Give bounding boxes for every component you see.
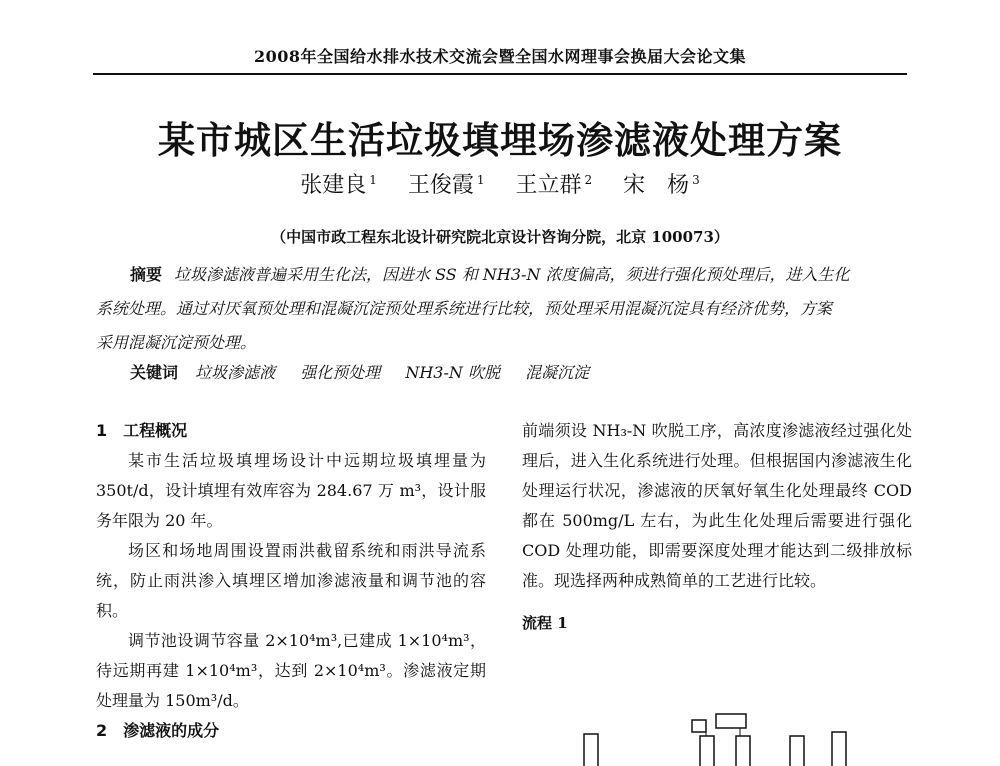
keywords-label: 关键词 <box>130 363 179 382</box>
author-affil-mark: 1 <box>369 172 377 187</box>
abstract <box>96 258 908 360</box>
right-column <box>522 416 912 638</box>
keyword: 强化预处理 <box>300 363 381 382</box>
abstract-line <box>96 258 908 292</box>
paragraph: 前端须设 NH₃-N 吹脱工序，高浓度渗滤液经过强化处理后，进入生化系统进行处理。但根据国内渗滤液生化处理运行状况，渗滤液的厌氧好氧生化处理最终 COD 都在 500mg/L 左右，为此生化处理后需要进行强化 COD 处理功能，即需要深度处理才能达到二级排放标准。现选择两种成熟简单的工艺进行比较。 <box>522 421 912 590</box>
process-box <box>736 736 750 766</box>
author-name: 宋 杨 <box>623 173 690 198</box>
section-heading: 2 渗滤液的成分 <box>96 721 220 740</box>
keyword: 垃圾渗滤液 <box>195 363 276 382</box>
author-affil-mark: 1 <box>476 172 485 187</box>
process-box <box>692 720 706 732</box>
flow-chart-title: 流程 1 <box>522 614 568 632</box>
paragraph: 调节池设调节容量 2×10⁴m³,已建成 1×10⁴m³，待远期再建 1×10⁴m³，达到 2×10⁴m³。渗滤液定期处理量为 150m³/d。 <box>96 631 486 710</box>
author-name: 王俊霞 <box>407 173 474 198</box>
paragraph: 场区和场地周围设置雨洪截留系统和雨洪导流系统，防止雨洪渗入填埋区增加渗滤液量和调节池的容积。 <box>96 541 486 620</box>
process-box <box>700 736 714 766</box>
keywords <box>96 356 908 390</box>
paper-title: 某市城区生活垃圾填埋场渗滤液处理方案 <box>158 119 842 162</box>
author-affil-mark: 2 <box>584 172 593 187</box>
process-box <box>584 734 598 766</box>
journal-header: 2008年全国给水排水技术交流会暨全国水网理事会换届大会论文集 <box>253 47 747 66</box>
header-divider <box>93 73 907 75</box>
process-box <box>832 732 846 766</box>
author-name: 王立群 <box>515 173 582 198</box>
left-column <box>96 416 486 746</box>
keyword: NH3-N 吹脱 <box>405 363 500 382</box>
author-affil-mark: 3 <box>692 172 700 187</box>
process-box <box>716 714 746 728</box>
abstract-line: 采用混凝沉淀预处理。 <box>96 333 257 352</box>
keyword: 混凝沉淀 <box>525 363 590 382</box>
affiliation: （中国市政工程东北设计研究院北京设计咨询分院，北京 100073） <box>271 228 729 246</box>
author <box>300 173 377 198</box>
abstract-line: 系统处理。通过对厌氧预处理和混凝沉淀预处理系统进行比较，预处理采用混凝沉淀具有经济优势，方案 <box>96 299 833 318</box>
flow-chart-diagram <box>540 706 860 766</box>
author <box>516 173 593 198</box>
process-box <box>790 736 804 766</box>
author <box>408 173 485 198</box>
author <box>623 173 700 198</box>
paragraph: 某市生活垃圾填埋场设计中远期垃圾填埋量为 350t/d，设计填埋有效库容为 284.67 万 m³，设计服务年限为 20 年。 <box>96 451 486 530</box>
section-heading: 1 工程概况 <box>96 421 188 440</box>
abstract-text: 垃圾渗滤液普遍采用生化法，因进水 SS 和 NH3-N 浓度偏高，须进行强化预处理后，进入生化 <box>174 265 850 284</box>
author-list <box>0 168 1000 199</box>
abstract-label: 摘要 <box>130 265 163 284</box>
author-name: 张建良 <box>300 173 367 198</box>
